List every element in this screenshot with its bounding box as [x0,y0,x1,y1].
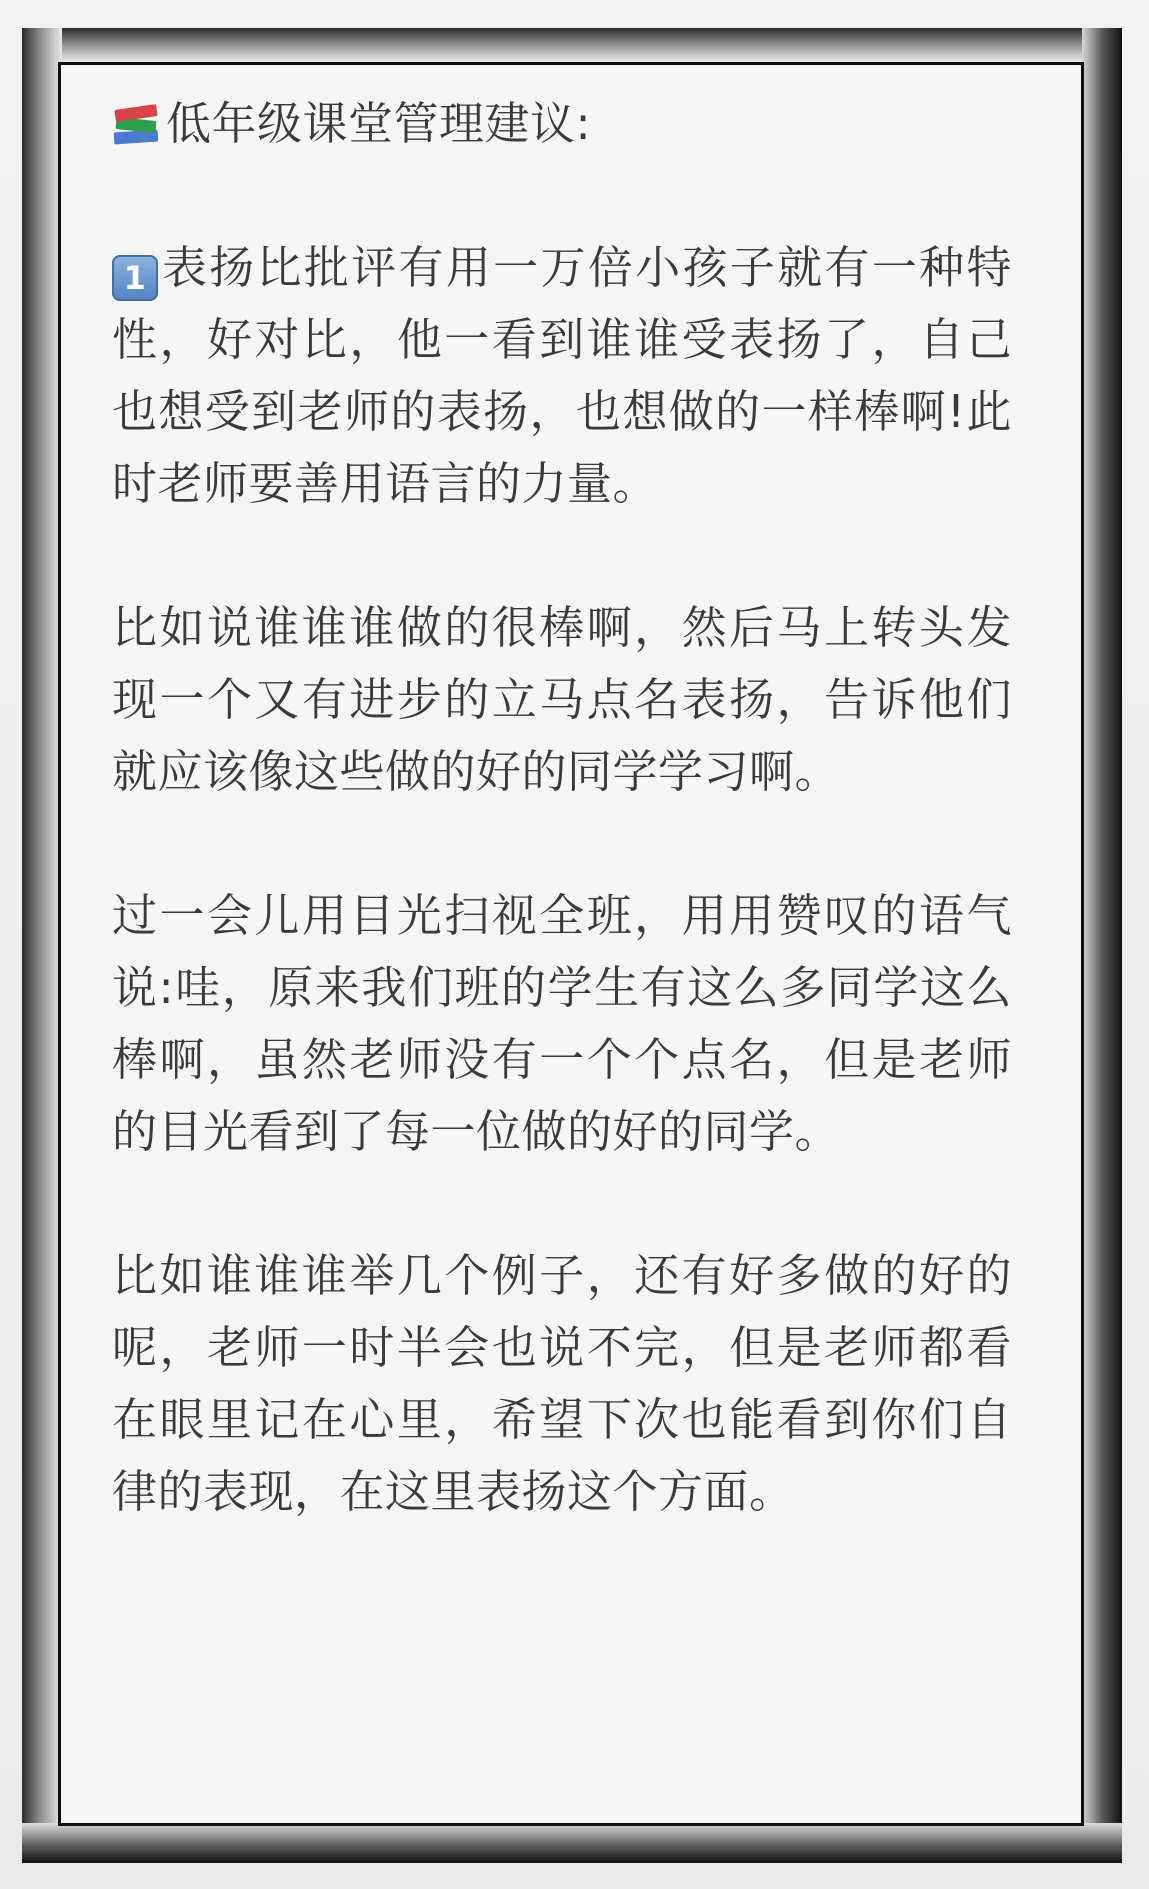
spacer [112,520,1012,592]
note-title-row [112,88,1012,160]
paragraph-1-text: 表扬比批评有用一万倍小孩子就有一种特性，好对比，他一看到谁谁受表扬了，自己也想受到老师的表扬，也想做的一样棒啊!此时老师要善用语言的力量。 [112,241,1012,510]
paragraph-1 [112,232,1012,520]
note-title: 低年级课堂管理建议: [166,97,592,150]
frame-bevel-bottom [22,1823,1122,1863]
paragraph-4: 比如谁谁谁举几个例子，还有好多做的好的呢，老师一时半会也说不完，但是老师都看在眼里记在心里，希望下次也能看到你们自律的表现，在这里表扬这个方面。 [112,1249,1012,1518]
number-one-badge-icon: 1 [112,255,158,301]
frame-bevel-top [22,28,1122,64]
paragraph-3: 过一会儿用目光扫视全班，用用赞叹的语气说:哇，原来我们班的学生有这么多同学这么棒啊，虽然老师没有一个个点名，但是老师的目光看到了每一位做的好的同学。 [112,889,1012,1158]
spacer [112,808,1012,880]
paragraph-2: 比如说谁谁谁做的很棒啊，然后马上转头发现一个又有进步的立马点名表扬，告诉他们就应该像这些做的好的同学学习啊。 [112,601,1012,798]
books-icon [112,101,160,147]
note-content [112,88,1012,1528]
spacer [112,160,1012,232]
spacer [112,1168,1012,1240]
frame-bevel-left [22,28,62,1863]
frame-bevel-right [1082,28,1122,1863]
